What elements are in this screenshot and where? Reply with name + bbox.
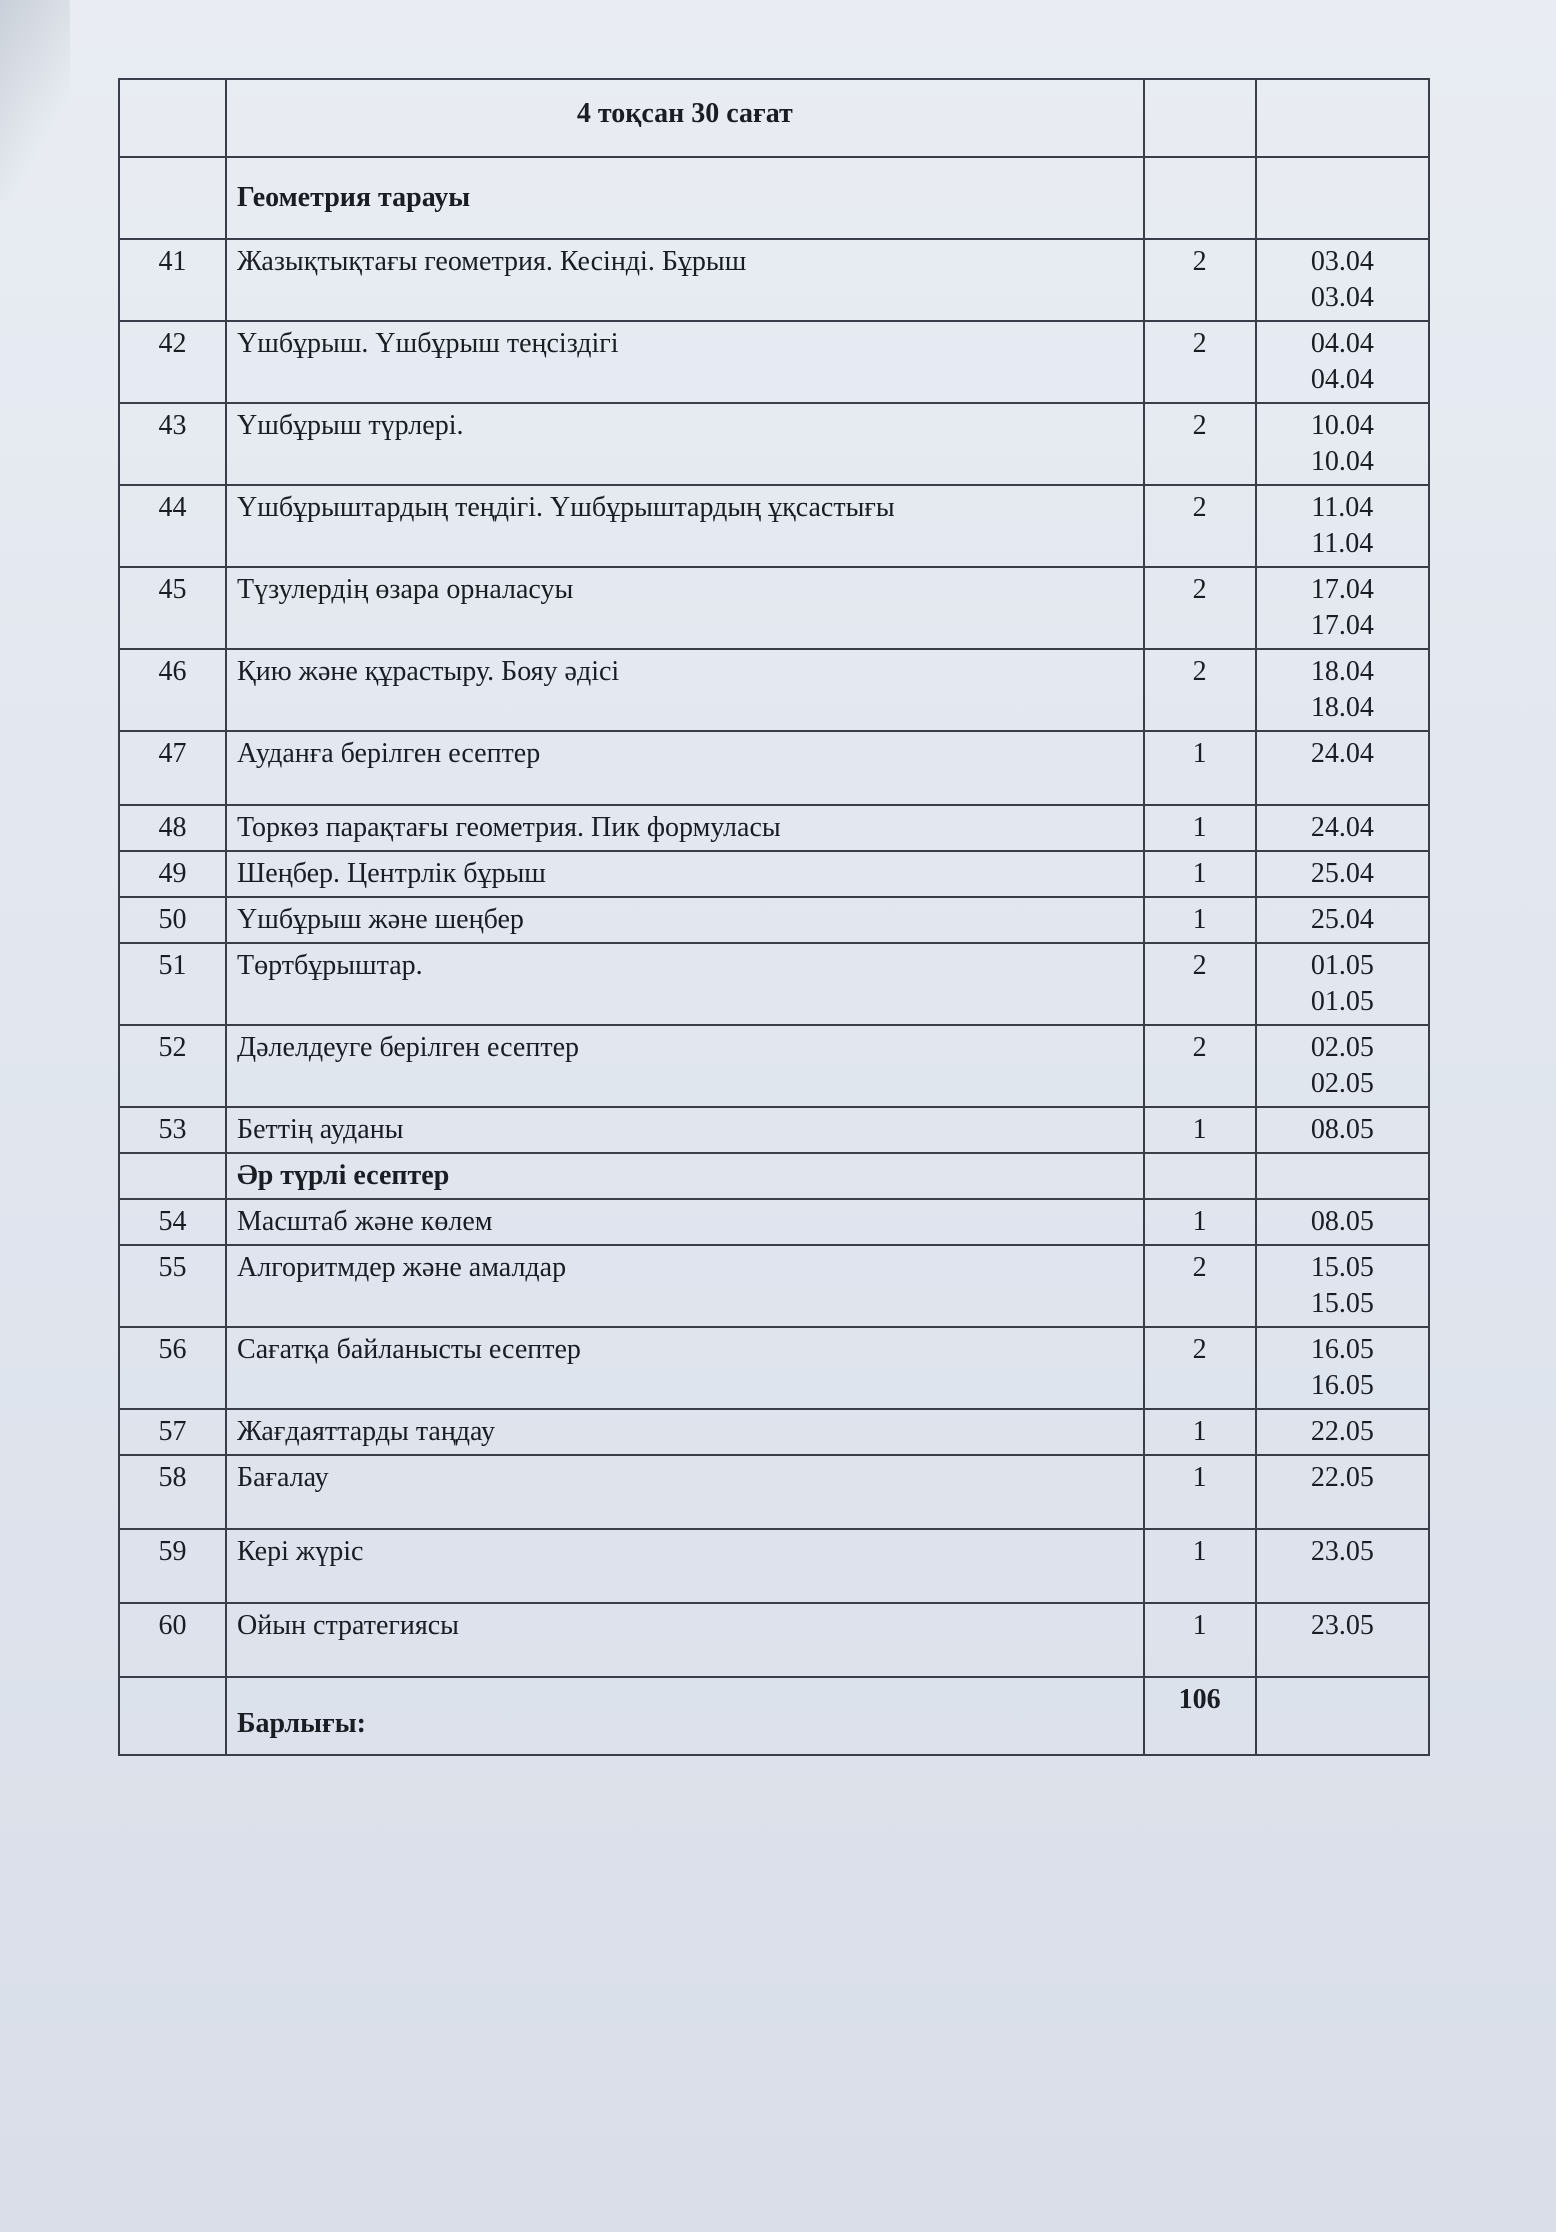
section-header-row [119,157,1429,239]
table-row [119,1409,1429,1455]
row-topic: Ойын стратегиясы [226,1603,1144,1677]
empty-cell [119,1153,226,1199]
row-dates [1256,1199,1429,1245]
row-topic: Кері жүріс [226,1529,1144,1603]
table-row [119,403,1429,485]
row-date: 03.04 [1310,282,1374,313]
row-date: 03.04 [1310,246,1374,277]
row-number: 60 [119,1603,226,1677]
table-row [119,1529,1429,1603]
row-date: 18.04 [1310,692,1374,723]
row-date: 17.04 [1310,610,1374,641]
row-date: 01.05 [1310,950,1374,981]
row-hours: 2 [1144,239,1256,321]
row-dates [1256,649,1429,731]
row-dates [1256,805,1429,851]
row-number: 44 [119,485,226,567]
table-row [119,239,1429,321]
row-date: 18.04 [1310,656,1374,687]
row-hours: 1 [1144,1107,1256,1153]
row-topic: Үшбұрыш және шеңбер [226,897,1144,943]
row-dates [1256,239,1429,321]
table-row [119,1455,1429,1529]
row-topic: Бағалау [226,1455,1144,1529]
row-date: 23.05 [1310,1536,1374,1567]
empty-cell [1144,79,1256,157]
row-number: 54 [119,1199,226,1245]
row-number: 41 [119,239,226,321]
row-hours: 1 [1144,1529,1256,1603]
row-topic: Дәлелдеуге берілген есептер [226,1025,1144,1107]
table-row [119,943,1429,1025]
empty-cell [1144,1153,1256,1199]
row-hours: 2 [1144,485,1256,567]
row-topic: Қию және құрастыру. Бояу әдісі [226,649,1144,731]
row-dates [1256,1107,1429,1153]
row-topic: Үшбұрыш. Үшбұрыш теңсіздігі [226,321,1144,403]
row-date: 01.05 [1310,986,1374,1017]
row-date: 22.05 [1310,1416,1374,1447]
row-hours: 2 [1144,403,1256,485]
row-dates [1256,1529,1429,1603]
row-date: 02.05 [1310,1068,1374,1099]
table-row [119,567,1429,649]
row-topic: Түзулердің өзара орналасуы [226,567,1144,649]
row-topic: Үшбұрыштардың теңдігі. Үшбұрыштардың ұқсастығы [226,485,1144,567]
row-topic: Торкөз парақтағы геометрия. Пик формуласы [226,805,1144,851]
row-topic: Төртбұрыштар. [226,943,1144,1025]
row-topic: Үшбұрыш түрлері. [226,403,1144,485]
row-hours: 1 [1144,1455,1256,1529]
table-row [119,649,1429,731]
row-date: 23.05 [1310,1610,1374,1641]
row-dates [1256,1245,1429,1327]
row-number: 51 [119,943,226,1025]
row-date: 24.04 [1310,812,1374,843]
schedule-table [118,78,1430,1756]
row-dates [1256,897,1429,943]
empty-cell [119,157,226,239]
row-dates [1256,403,1429,485]
row-date: 24.04 [1310,738,1374,769]
row-hours: 2 [1144,567,1256,649]
row-dates [1256,1025,1429,1107]
row-number: 42 [119,321,226,403]
row-hours: 1 [1144,805,1256,851]
quarter-header: 4 тоқсан 30 сағат [226,79,1144,157]
row-dates [1256,851,1429,897]
total-label: Барлығы: [226,1677,1144,1755]
table-row [119,897,1429,943]
section-title-geometry: Геометрия тарауы [226,157,1144,239]
row-date: 04.04 [1310,364,1374,395]
table-row [119,321,1429,403]
row-topic: Беттің ауданы [226,1107,1144,1153]
section-title-misc: Әр түрлі есептер [226,1153,1144,1199]
row-date: 02.05 [1310,1032,1374,1063]
row-date: 17.04 [1310,574,1374,605]
row-topic: Масштаб және көлем [226,1199,1144,1245]
empty-cell [1144,157,1256,239]
row-date: 25.04 [1310,858,1374,889]
empty-cell [1256,157,1429,239]
row-hours: 2 [1144,943,1256,1025]
row-number: 55 [119,1245,226,1327]
row-number: 52 [119,1025,226,1107]
row-number: 56 [119,1327,226,1409]
row-hours: 1 [1144,851,1256,897]
row-dates [1256,485,1429,567]
row-number: 57 [119,1409,226,1455]
empty-cell [119,79,226,157]
row-topic: Жазықтықтағы геометрия. Кесінді. Бұрыш [226,239,1144,321]
row-hours: 2 [1144,1245,1256,1327]
total-hours: 106 [1144,1677,1256,1755]
row-hours: 1 [1144,1199,1256,1245]
row-date: 16.05 [1310,1334,1374,1365]
row-topic: Ауданға берілген есептер [226,731,1144,805]
row-number: 53 [119,1107,226,1153]
table-row [119,1245,1429,1327]
row-dates [1256,1603,1429,1677]
row-date: 25.04 [1310,904,1374,935]
row-number: 46 [119,649,226,731]
row-dates [1256,1409,1429,1455]
row-topic: Жағдаяттарды таңдау [226,1409,1144,1455]
row-dates [1256,943,1429,1025]
row-date: 15.05 [1310,1288,1374,1319]
row-topic: Алгоритмдер және амалдар [226,1245,1144,1327]
row-date: 22.05 [1310,1462,1374,1493]
row-number: 49 [119,851,226,897]
table-row [119,851,1429,897]
schedule-table-body [119,79,1429,1755]
row-hours: 2 [1144,1327,1256,1409]
row-date: 16.05 [1310,1370,1374,1401]
row-hours: 2 [1144,649,1256,731]
table-row [119,1199,1429,1245]
row-dates [1256,321,1429,403]
row-date: 08.05 [1310,1206,1374,1237]
empty-cell [1256,1153,1429,1199]
row-dates [1256,1455,1429,1529]
row-number: 58 [119,1455,226,1529]
row-date: 10.04 [1310,446,1374,477]
row-hours: 2 [1144,1025,1256,1107]
row-topic: Сағатқа байланысты есептер [226,1327,1144,1409]
table-row [119,805,1429,851]
row-number: 48 [119,805,226,851]
row-number: 47 [119,731,226,805]
row-number: 59 [119,1529,226,1603]
quarter-header-row [119,79,1429,157]
row-hours: 1 [1144,1409,1256,1455]
row-date: 10.04 [1310,410,1374,441]
page-edge-shadow [0,0,70,200]
row-number: 45 [119,567,226,649]
section-header-row [119,1153,1429,1199]
table-row [119,1327,1429,1409]
row-date: 04.04 [1310,328,1374,359]
row-hours: 2 [1144,321,1256,403]
empty-cell [1256,1677,1429,1755]
table-row [119,1107,1429,1153]
empty-cell [119,1677,226,1755]
total-row [119,1677,1429,1755]
row-hours: 1 [1144,731,1256,805]
table-row [119,485,1429,567]
row-topic: Шеңбер. Центрлік бұрыш [226,851,1144,897]
row-number: 50 [119,897,226,943]
row-date: 11.04 [1311,492,1374,523]
row-number: 43 [119,403,226,485]
empty-cell [1256,79,1429,157]
table-row [119,1025,1429,1107]
row-dates [1256,1327,1429,1409]
row-hours: 1 [1144,897,1256,943]
row-date: 08.05 [1310,1114,1374,1145]
table-row [119,1603,1429,1677]
row-date: 15.05 [1310,1252,1374,1283]
row-date: 11.04 [1311,528,1374,559]
table-row [119,731,1429,805]
row-dates [1256,567,1429,649]
row-dates [1256,731,1429,805]
row-hours: 1 [1144,1603,1256,1677]
